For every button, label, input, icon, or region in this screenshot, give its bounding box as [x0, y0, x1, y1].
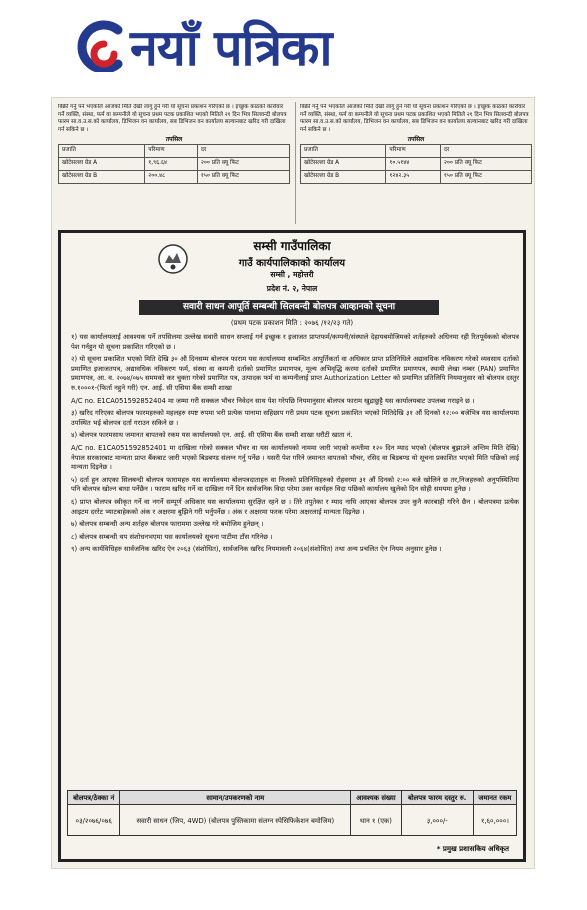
publication-date: (प्रथम पटक प्रकाशन मिति : २०७६ /१२/२३ गते) [230, 319, 354, 327]
table-header: बोलपत्र/ठेक्का नं [68, 791, 120, 805]
condition-item: ५) दर्ता हुन आएका सिलबन्दी बोलपत्र फारामहरु यस कार्यालयमा बोलपत्रदाताहरु वा निजको प्रतिनिधिहरुको रोहवरमा ३१ औं दिनको २:०० बजे खोलिने छ तर,निजहरुको अनुपस्थितिमा पनि बोलपत्र खोल्न बाधा पर्नेछैन । फाराम खरिद गर्ने वा दाखिला गर्ने दिन सार्वजनिक विदा परेमा उक्त कार्यहरु विदा पछिको कार्यालय खुलेको दिन सोही समयमा हुनेछ । [71, 475, 519, 494]
prev-notice-body: बिक्री गर्नु पर्ने भएकोले आजको मिति देखी लागु हुने गरी यो सूचना प्रकाशन गरिएको छ । इच्छुक काठको कारोवार गर्ने व्यक्ति, संस्था, फर्म वा कम्पनीले यो सूचना प्रथम पटक प्रकाशित भएको मितिले २१ दिन भित्र सिलवन्दी बोलपत्र फारम सा.व.उ.स.को कार्यालय, डिभिजन वन कार्यालय, सब डिभिजन वन कार्यालय सल्यानबाट खरिद गरी दाखिला गर्न सकिने छ । [58, 104, 287, 133]
table-row [59, 157, 290, 170]
prev-table-header: परिमाण [145, 144, 198, 157]
condition-item: २) यो सूचना प्रकाशित भएको मिति देखि ३० औ दिनसम्म बोलपत्र फाराम यस कार्यालयमा सम्बन्धित आपुर्तिकर्ता वा अधिकार प्राप्त प्रतिनिधिले अद्यावधिक नविकरण गरेको व्यवसाय दर्ताको प्रमाणित इजाजतपत्र, अद्यावधिक नविकरण फर्म, संस्था वा कम्पनी दर्ताको प्रमाणित प्रमाणपत्र, मूल्य अभिवृद्धि करमा दर्ताको प्रमाणित प्रमाणपत्र, स्थायी लेखा नम्बर (PAN) प्रमाणित प्रमाणपत्र, आ. व. २०७४/०७५ सममको कर चुक्ता गरेको प्रमाणित पत्र, उत्पादक फर्म वा कम्पनीलाई प्राप्त Authorization Letter को प्रमाणित प्रतिलिपि नियमानुसार को बोलपत्र दस्तुर रु.१०००१-(फिर्ता नहुने गरी) एन. आई. सी एसिया बैंक सम्सी शाखा [71, 355, 519, 392]
prev-table-cell: २००.४८ [145, 170, 198, 183]
table-row [301, 170, 532, 183]
org-name: सम्सी गाउँपालिका [253, 239, 331, 253]
tender-notice [58, 230, 526, 862]
office-location: सम्सी , महोत्तरी [270, 270, 314, 279]
prev-table-cell: १५० प्रति क्यू फिट [440, 170, 531, 183]
table-cell: ३,०००/- [401, 805, 473, 836]
table-header: जमानत रकम [473, 791, 516, 805]
prev-table-cell: १,९६.६४ [145, 157, 198, 170]
prev-notice-right [300, 104, 532, 222]
prev-table-cell: १०.५१४४ [386, 157, 441, 170]
prev-table-cell: २०० प्रति क्यू फिट [440, 157, 531, 170]
table-row [301, 157, 532, 170]
table-header: आवश्यक संख्या [351, 791, 402, 805]
condition-item: ८) बोलपत्र सम्बन्धी थप संशोधनभएमा यस कार्यालयको सूचना पाटीमा टाँस गरिनेछ । [71, 532, 273, 541]
notice-title: सवारी साधन आपूर्ति सम्बन्धी सिलबन्दी बोलपत्र आव्हानको सूचना [139, 300, 439, 315]
masthead [60, 8, 520, 88]
condition-item: ७) बोलपत्र सम्बन्धी अन्य शर्तहरु बोलपत्र फाराममा उल्लेख गरे बमोजिम हुनेछन् । [71, 520, 264, 529]
condition-item: A/C no. E1CA051592852401 मा दाखिला गरेको सक्कल भौचर वा यस कार्यालयको नाममा जारी भएको कम्तीमा १२० दिन म्याद भएको (बोलपत्र बुझाउने अन्तिम मिति देखि) नेपाल सरकारबाट मान्यता प्राप्त बैंकबाट जारी भएको बिडबण्ड संलग्न गर्नु पर्नेछ । यसरी पेश गरिने जमानत वापतको भौचर, रसिद वा बिडबण्ड यो सूचना प्रकाशित भएको मिति पछिको लाई मान्यता दिइनेछ । [71, 443, 519, 472]
prev-table-caption: तपसिल [165, 136, 183, 144]
prev-table-cell: २०० प्रति क्यू फिट [197, 157, 289, 170]
prev-notice-body: बिक्री गर्नु पर्ने भएकोले आजको मिति देखी लागु हुने गरी यो सूचना प्रकाशन गरिएको छ । इच्छुक काठको कारोवार गर्ने व्यक्ति, संस्था, फर्म वा कम्पनीले यो सूचना प्रथम पटक प्रकाशित भएको मितिले २१ दिन भित्र सिलवन्दी बोलपत्र फारम सा.व.उ.स.को कार्यालय, डिभिजन वन कार्यालय, सब डिभिजन वन कार्यालय सल्यानबाट खरिद गरी दाखिला गर्न सकिने छ । [300, 104, 529, 133]
prev-table-cell: खोटेसल्ला ग्रेड B [301, 170, 386, 183]
prev-table-cell: खोटेसल्ला ग्रेड A [301, 157, 386, 170]
tender-table [67, 790, 517, 836]
masthead-title: नयाँ पत्रिका [130, 19, 332, 77]
prev-table-caption: तपसिल [407, 136, 425, 144]
table-header: बोलपत्र फारम दस्तुर रु. [401, 791, 473, 805]
table-header: सामान/उपकरणको नाम [120, 791, 351, 805]
prev-table-cell: १२४२.३५ [386, 170, 441, 183]
table-cell: थान १ (एक) [351, 805, 402, 836]
table-cell: ०३/२०७६/०७६ [68, 805, 120, 836]
table-row [59, 170, 290, 183]
prev-table-header: दर [440, 144, 531, 157]
condition-item: ३) खरिद गरिएका बोलपत्र फारमहरुको महलहरु स्पष्ट रुपमा भरी प्रत्येक पानामा सहिछाप गरी प्रथम पटक सूचना प्रकाशित भएको मितिदेखि ३१ औं दिनको १२:०० बजेभित्र यस कार्यालयमा उपस्थित भई बोलपत्र दर्ता गराउन सकिने छ । [71, 409, 519, 427]
condition-item: A/C no. E1CA051592852404 मा जम्मा गरी सक्कल भौचर निवेदन साथ पेश गरेपछि नियमानुसार बोलपत्र फाराम खुद्राछुट्टै यस कार्यालयबाट उपलब्ध गराइने छ । [71, 396, 475, 405]
prev-table-cell: खोटेसल्ला ग्रेड A [59, 157, 145, 170]
prev-table-header: दर [197, 144, 289, 157]
table-cell: सवारी साधन (जिप, 4WD) (बोलपत्र पुस्तिकामा संलग्न स्पेसिफिकेशन बमोजिम) [120, 805, 351, 836]
table-cell: १,६०,०००। [473, 805, 516, 836]
office-name: गाउँ कार्यपालिकाको कार्यालय [238, 258, 346, 269]
prev-table-cell: १५० प्रति क्यू फिट [197, 170, 289, 183]
notice-conditions [71, 333, 519, 558]
newspaper-page [52, 98, 534, 868]
prev-notice-left [58, 104, 290, 222]
condition-item: ४) बोलपत्र फारमसाथ जमानत बापतको रकम यस कार्यालयको एन. आई. सी एसिया बैंक सम्सी शाखा धरौटी खाता नं. [71, 431, 353, 440]
province: प्रदेश नं. २, नेपाल [266, 284, 318, 293]
signature: * प्रमुख प्रशासकिय अधिकृत [436, 845, 509, 853]
prev-table [300, 144, 532, 184]
prev-table-cell: खोटेसल्ला ग्रेड B [59, 170, 145, 183]
condition-item: १) यस कार्यालयलाई आवश्यक पर्ने तपसिलमा उल्लेख सवारी साधन सप्लाई गर्न इच्छुक र इजाजत प्राप्तफर्म/कम्पनी/संस्थाले देहायबमोजिमको शर्तहरुको अधिनमा रही रितपूर्वकको बोलपत्र पेश गर्नहुन यो सूचना प्रकाशित गरिएको छ । [71, 333, 519, 351]
prev-table [58, 144, 290, 184]
nayapatrika-logo-icon [74, 20, 126, 72]
prev-table-header: परिमाण [386, 144, 441, 157]
condition-item: ९) अन्य कार्यविधिहरु सार्वजनिक खरिद ऐन २०६३ (संशोधित), सार्वजनिक खरिद नियमावली २०६४(संशोधित) तथा अन्य प्रचलित ऐन नियम अनुसार हुनेछ । [71, 545, 442, 554]
prev-table-header: प्रजाति [59, 144, 145, 157]
condition-item: ६) प्राप्त बोलपत्र स्वीकृत गर्ने वा नगर्ने सम्पूर्ण अधिकार यस कार्यालयमा सुरक्षित रहने छ । तिरे तपुतेका र म्याद नाघि आएका बोलपत्र उपर कुनै कारबाही गरिने छैन । बोलपत्रमा प्रत्येक आइटम दररेट भ्याटबाहेकको अंक र अक्षरमा बुझिने गरी भर्नुपर्नेछ । अंक र अक्षरमा फरक परेमा अक्षरलाई मान्यता दिइनेछ । [71, 497, 519, 516]
table-row [68, 805, 517, 836]
prev-table-header: प्रजाति [301, 144, 386, 157]
column-divider [295, 102, 296, 224]
